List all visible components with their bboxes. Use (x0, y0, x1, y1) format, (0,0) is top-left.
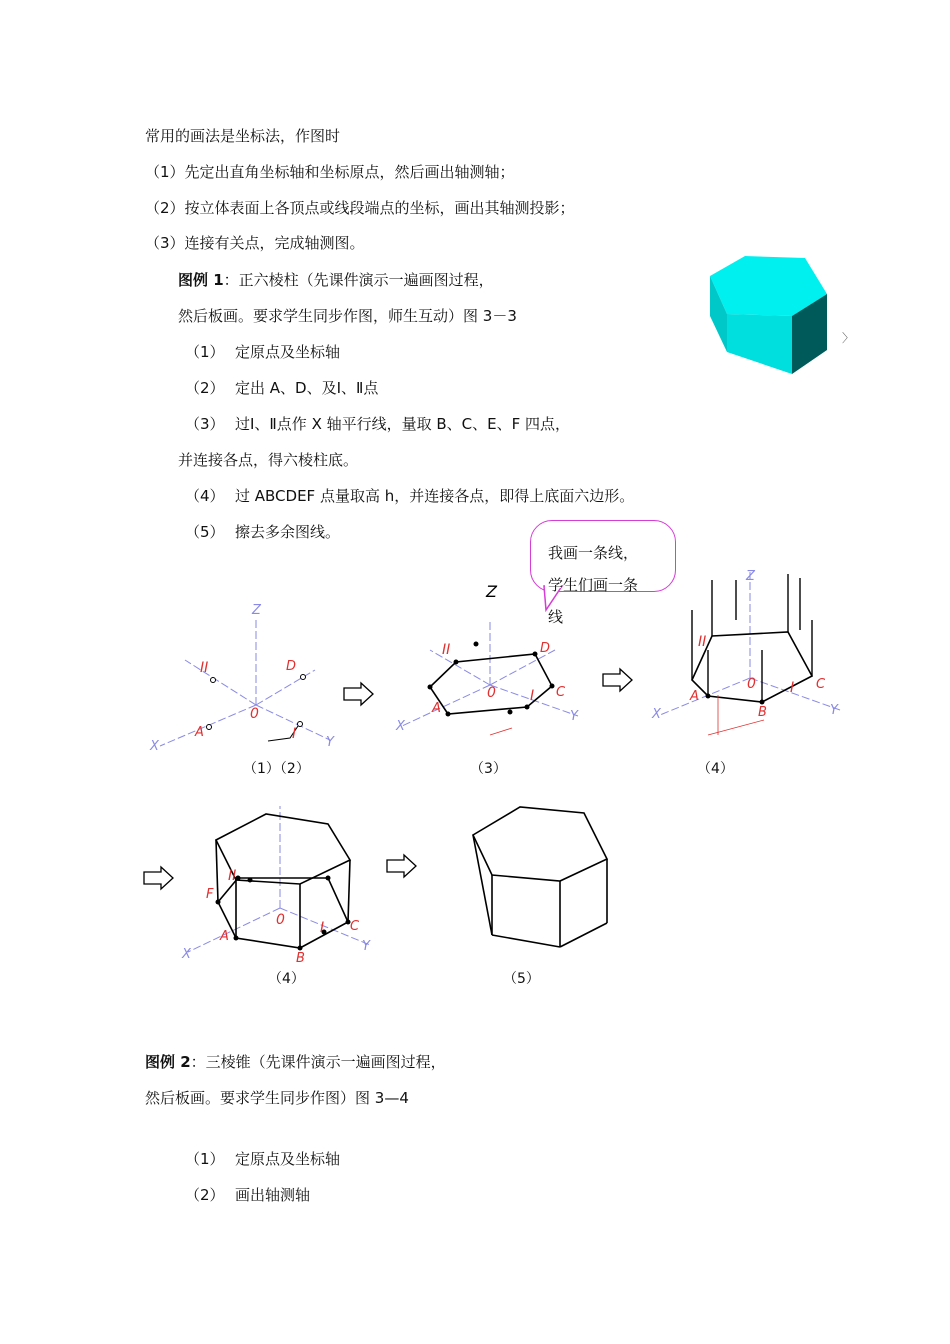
figure-step-3 (390, 580, 590, 760)
fig1-roman2-label: II (200, 660, 209, 676)
fig1-a-label: A (195, 725, 204, 740)
fig3-x-label: X (396, 719, 405, 734)
caption-3: （3） (470, 761, 507, 777)
fig4b-c-label: C (350, 919, 360, 934)
example2-line2: 然后板画。要求学生同步作图）图 3—4 (145, 1089, 409, 1107)
ex1-step-1-num: （1） (185, 343, 225, 361)
ex1-step-2-text: 定出 A、D、及Ⅰ、Ⅱ点 (235, 379, 379, 397)
figure-step-4a (650, 570, 850, 750)
fig4b-b-label: B (296, 951, 305, 966)
fig3-d-label: D (540, 641, 551, 656)
example2-title-rest: ：三棱锥（先课件演示一遍画图过程， (190, 1053, 446, 1071)
bubble-line-1: 我画一条线， (548, 544, 639, 562)
fig1-origin-label: 0 (250, 706, 259, 722)
arrow-right-icon (343, 682, 375, 706)
fig4b-f-label: F (206, 887, 214, 902)
example1-line2: 然后板画。要求学生同步作图，师生互动）图 3－3 (178, 307, 517, 325)
ex1-step-5-num: （5） (185, 523, 225, 541)
fig3-roman2-label: II (442, 642, 451, 658)
bubble-line-2: 学生们画一条 (548, 576, 639, 594)
fig1-d-label: D (286, 659, 297, 674)
arrow-right-icon (602, 668, 634, 692)
fig4a-z-label: Z (746, 569, 755, 584)
figure-step-5 (470, 805, 610, 950)
ex1-step-4-num: （4） (185, 487, 225, 505)
example2-title (145, 1052, 446, 1072)
ex2-step-1-text: 定原点及坐标轴 (235, 1150, 341, 1168)
example2-label: 图例 2 (145, 1053, 191, 1071)
fig4b-roman1-label: I (320, 920, 325, 936)
arrow-right-icon (143, 866, 175, 890)
fig3-c-label: C (556, 685, 566, 700)
fig3-origin-label: 0 (487, 685, 496, 701)
ex2-step-2-text: 画出轴测轴 (235, 1186, 311, 1204)
fig3-y-label: Y (570, 709, 578, 724)
general-step-3: （3）连接有关点，完成轴测图。 (145, 234, 365, 252)
fig1-x-label: X (150, 739, 159, 754)
hex-prism-illustration (700, 250, 840, 380)
example1-title-rest: ：正六棱柱（先课件演示一遍画图过程， (223, 271, 494, 289)
fig4b-roman2-label: II (228, 868, 237, 884)
fig3-z-label: Z (486, 582, 497, 601)
fig1-z-label: Z (252, 603, 261, 618)
fig4b-y-label: Y (362, 939, 370, 954)
caption-1-2: （1）（2） (243, 761, 310, 777)
fig1-y-label: Y (326, 735, 334, 750)
fig4a-origin-label: 0 (747, 676, 756, 692)
ex2-step-1-num: （1） (185, 1150, 225, 1168)
fig1-roman1-label: I (292, 726, 297, 742)
ex1-step-3-num: （3） (185, 415, 225, 433)
caption-4a: （4） (697, 761, 734, 777)
fig4a-roman1-label: I (790, 680, 795, 696)
bubble-line-3: 线 (548, 608, 564, 626)
fig4a-y-label: Y (830, 703, 838, 718)
fig4b-a-label: A (220, 929, 229, 944)
fig4b-x-label: X (182, 947, 191, 962)
general-step-1: （1）先定出直角坐标轴和坐标原点，然后画出轴测轴； (145, 163, 515, 181)
fig4a-x-label: X (652, 707, 661, 722)
figure-step-1-2 (140, 590, 340, 760)
fig4a-c-label: C (816, 677, 826, 692)
fig4a-b-label: B (758, 705, 767, 720)
ex1-step-3-cont: 并连接各点，得六棱柱底。 (178, 451, 359, 469)
ex1-step-4-text: 过 ABCDEF 点量取高 h，并连接各点，即得上底面六边形。 (235, 487, 635, 505)
ex1-step-1-text: 定原点及坐标轴 (235, 343, 341, 361)
fig4a-roman2-label: II (698, 634, 707, 650)
fig3-roman1-label: I (530, 688, 535, 704)
example1-label: 图例 1 (178, 271, 224, 289)
example1-title (178, 270, 494, 290)
ex1-step-3-text: 过Ⅰ、Ⅱ点作 X 轴平行线，量取 B、C、E、F 四点， (235, 415, 571, 433)
fig3-a-label: A (432, 701, 441, 716)
ex1-step-5-text: 擦去多余图线。 (235, 523, 341, 541)
general-step-2: （2）按立体表面上各顶点或线段端点的坐标，画出其轴测投影； (145, 199, 575, 217)
ex2-step-2-num: （2） (185, 1186, 225, 1204)
figure-step-4b (180, 800, 380, 970)
caption-5: （5） (503, 971, 540, 987)
ex1-step-2-num: （2） (185, 379, 225, 397)
arrow-right-icon (386, 854, 418, 878)
caption-4b: （4） (268, 971, 305, 987)
fig4a-a-label: A (690, 689, 699, 704)
fig4b-origin-label: 0 (276, 912, 285, 928)
intro-line: 常用的画法是坐标法，作图时 (145, 127, 341, 145)
